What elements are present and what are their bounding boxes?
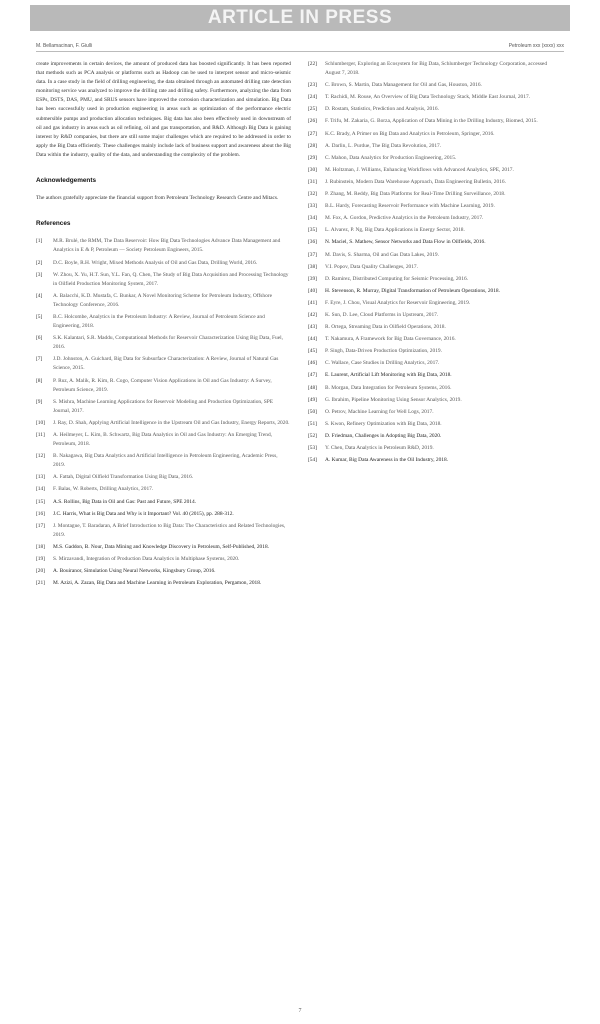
reference-text[interactable]: D. Ramirez, Distributed Computing for Seismic Processing, 2016. (325, 275, 468, 282)
reference-item (308, 178, 563, 187)
reference-item (308, 154, 563, 163)
reference-number: [3] (36, 271, 43, 278)
reference-number: [32] (308, 191, 317, 198)
reference-item (36, 377, 291, 395)
reference-text[interactable]: D. Friedman, Challenges in Adopting Big Data, 2020. (325, 432, 442, 439)
reference-number: [8] (36, 377, 43, 384)
reference-text[interactable]: B. Nakagawa, Big Data Analytics and Artificial Intelligence in Petroleum Engineering, Academic Press, 2019. (53, 453, 278, 469)
reference-text[interactable]: J.C. Harris, What is Big Data and Why is it Important? Vol. 40 (2015), pp. 288-312. (53, 510, 234, 517)
reference-number: [30] (308, 166, 317, 173)
reference-text[interactable]: P. Ruz, A. Malik, R. Kim, R. Cogo, Computer Vision Applications in Oil and Gas Industry: A Survey, Petroleum Science, 2019. (53, 377, 272, 393)
reference-text[interactable]: L. Alvarez, P. Ng, Big Data Applications in Energy Sector, 2018. (325, 227, 465, 234)
reference-item (36, 473, 291, 482)
reference-text[interactable]: T. Nakamura, A Framework for Big Data Governance, 2016. (325, 336, 456, 343)
reference-item (36, 431, 291, 449)
reference-number: [37] (308, 251, 317, 258)
reference-number: [50] (308, 408, 317, 415)
reference-number: [14] (36, 486, 45, 493)
reference-number: [38] (308, 263, 317, 270)
reference-text[interactable]: C. Brown, S. Martin, Data Management for Oil and Gas, Houston, 2016. (325, 82, 482, 89)
reference-number: [49] (308, 396, 317, 403)
reference-item (36, 485, 291, 494)
reference-text[interactable]: C. Mahon, Data Analytics for Production Engineering, 2015. (325, 154, 457, 161)
reference-number: [2] (36, 259, 43, 266)
reference-text[interactable]: J. Rubinstein, Modern Data Warehouse Approach, Data Engineering Bulletin, 2016. (325, 178, 506, 185)
reference-number: [5] (36, 313, 43, 320)
reference-text[interactable]: M. Azizi, A. Zazan, Big Data and Machine Learning in Petroleum Exploration, Pergamon, 2018. (53, 580, 262, 587)
reference-item (308, 311, 563, 320)
reference-number: [11] (36, 432, 45, 438)
reference-text[interactable]: M. Fox, A. Gordon, Predictive Analytics in the Petroleum Industry, 2017. (325, 215, 484, 222)
reference-number: [34] (308, 215, 317, 222)
reference-item (308, 251, 563, 260)
reference-item (36, 237, 291, 255)
reference-text[interactable]: S. Mishra, Machine Learning Applications for Reservoir Modeling and Production Optimization, SPE Journal, 2017. (53, 398, 274, 414)
running-head-journal: Petroleum xxx (xxxx) xxx (508, 43, 564, 49)
header-rule (36, 51, 564, 52)
reference-number: [18] (36, 543, 45, 550)
reference-text[interactable]: J. Montague, T. Baradaran, A Brief Introduction to Big Data: The Characteristics and Related Technologies, 2019. (53, 522, 286, 538)
reference-text[interactable]: P. Singh, Data-Driven Production Optimization, 2019. (325, 348, 442, 355)
reference-number: [36] (308, 239, 317, 246)
reference-text[interactable]: O. Petrov, Machine Learning for Well Logs, 2017. (325, 408, 434, 415)
reference-number: [10] (36, 419, 45, 426)
reference-item (308, 105, 563, 114)
reference-number: [40] (308, 287, 317, 294)
reference-number: [22] (308, 61, 317, 67)
reference-item (308, 408, 563, 417)
reference-number: [27] (308, 130, 317, 137)
reference-item (308, 202, 563, 211)
reference-number: [7] (36, 356, 43, 363)
reference-number: [1] (36, 238, 43, 245)
reference-text[interactable]: C. Wallace, Case Studies in Drilling Analytics, 2017. (325, 360, 440, 367)
reference-number: [24] (308, 94, 317, 101)
reference-number: [51] (308, 420, 317, 427)
reference-item (308, 371, 563, 380)
reference-text[interactable]: N. Maciel, S. Mathew, Sensor Networks and Data Flow in Oilfields, 2016. (325, 239, 486, 246)
reference-item (308, 299, 563, 308)
reference-number: [39] (308, 275, 317, 282)
reference-item (308, 432, 563, 441)
reference-text[interactable]: G. Ibrahim, Pipeline Monitoring Using Sensor Analytics, 2019. (325, 396, 462, 403)
reference-item (36, 522, 291, 540)
reference-text[interactable]: S. Kwon, Refinery Optimization with Big Data, 2018. (325, 420, 442, 427)
reference-text[interactable]: A. Balacchi, K.D. Mustafa, C. Bunkar, A Novel Monitoring Scheme for Petroleum Industry, Offshore Technology Conference, 2016. (53, 292, 272, 308)
reference-number: [4] (36, 292, 43, 299)
reference-item (36, 498, 291, 507)
reference-item (308, 166, 563, 175)
reference-text[interactable]: Schlumberger, Exploring an Ecosystem for Big Data, Schlumberger Technology Corporation, accessed August 7, 2018. (325, 61, 548, 77)
reference-item (308, 444, 563, 453)
page-number: 7 (298, 1008, 302, 1014)
reference-number: [46] (308, 360, 317, 367)
reference-text[interactable]: S.K. Kalantari, S.R. Maddu, Computational Methods for Reservoir Characterization Using Big Data, Fuel, 2016. (53, 335, 283, 351)
reference-item (308, 81, 563, 90)
reference-text[interactable]: Y. Chen, Data Analytics in Petroleum R&D, 2019. (325, 445, 434, 451)
reference-number: [44] (308, 336, 317, 343)
reference-number: [43] (308, 324, 317, 331)
reference-item (36, 510, 291, 519)
reference-text[interactable]: M.S. Gaddon, B. Nour, Data Mining and Knowledge Discovery in Petroleum, Self-Published, 2018. (53, 543, 269, 550)
reference-item (308, 335, 563, 344)
reference-item (36, 334, 291, 352)
reference-item (308, 226, 563, 235)
reference-text[interactable]: A.S. Rollins, Big Data in Oil and Gas: Past and Future, SPE 2014. (53, 498, 197, 505)
reference-number: [15] (36, 498, 45, 505)
reference-text[interactable]: B.L. Hardy, Forecasting Reservoir Performance with Machine Learning, 2019. (325, 203, 495, 210)
reference-item (36, 271, 291, 289)
reference-text[interactable]: M.R. Brulé, the RMM, The Data Reservoir: How Big Data Technologies Advance Data Management and Analytics in E & P, Petroleum — Society Petroleum Engineers, 2015. (53, 238, 281, 254)
reference-text[interactable]: A. Heilmeyer, L. Kim, B. Schwartz, Big Data Analytics in Oil and Gas Industry: An Emerging Trend, Petroleum, 2018. (53, 432, 273, 448)
reference-number: [31] (308, 178, 317, 185)
article-in-press-banner: ARTICLE IN PRESS (30, 5, 570, 31)
reference-item (308, 287, 563, 296)
reference-item (308, 93, 563, 102)
reference-number: [54] (308, 457, 317, 464)
intro-paragraph: create improvements in certain devices, the amount of produced data has boosted significantly. It has been reported that methods such as PCA analysis or platforms such as Hadoop can be used to interpret sensor and micro-seismic data. In a case study in the field of drilling engineering, the data obtained through an automated drilling rate detection monitoring service was analyzed to improve the drilling rate and drilling safety. Furthermore, analyzing the data from ESPs, DSTS, DAS, PMU, and SRUS sensors have improved the corrosion characterization and simulation. Big Data has been successfully used in production engineering in areas such as optimization of the performance electric submersible pumps and production allocation techniques. Big data has also been effectively used in downstream of oil and gas industry in areas such as oil refining, oil and gas transportation, and R&D. Although Big Data is gaining interest by R&D companies, but there are still some major challenges which are required to be addressed in order to apply the Big Data efficiently. These challenges mainly include lack of business support and awareness about the Big Data within the industry, quality of the data, and understanding the complexity of the problem. (36, 61, 291, 158)
reference-item (308, 214, 563, 223)
reference-number: [23] (308, 82, 317, 89)
reference-number: [29] (308, 154, 317, 161)
reference-item (308, 347, 563, 356)
running-head-authors: M. Bellamacinan, F. Giulli (36, 43, 93, 49)
reference-number: [48] (308, 384, 317, 391)
reference-item (308, 420, 563, 429)
reference-item (308, 323, 563, 332)
reference-item (36, 555, 291, 564)
reference-number: [12] (36, 453, 45, 460)
reference-number: [21] (36, 580, 45, 587)
reference-number: [6] (36, 335, 43, 342)
reference-item (308, 60, 563, 78)
reference-text[interactable]: H. Stevenson, R. Murray, Digital Transformation of Petroleum Operations, 2018. (325, 287, 500, 294)
reference-text[interactable]: F. Trifu, M. Zakaria, G. Borza, Application of Data Mining in the Drilling Industry, Biomed, 2015. (325, 118, 538, 125)
reference-list-left (36, 237, 291, 588)
reference-item (308, 359, 563, 368)
reference-number: [25] (308, 106, 317, 113)
reference-item (308, 117, 563, 126)
reference-text[interactable]: M. Holtzman, J. Williams, Enhancing Workflows with Advanced Analytics, SPE, 2017. (325, 166, 514, 173)
reference-item (308, 142, 563, 151)
reference-item (308, 238, 563, 247)
reference-text[interactable]: A. Bouiranor, Simulation Using Neural Networks, Kingsbury Group, 2016. (53, 568, 216, 575)
reference-number: [28] (308, 142, 317, 149)
reference-item (36, 398, 291, 416)
right-column (308, 60, 563, 468)
reference-text[interactable]: B. Morgan, Data Integration for Petroleum Systems, 2016. (325, 384, 452, 391)
reference-list-right (308, 60, 563, 465)
reference-item (36, 259, 291, 268)
reference-number: [13] (36, 474, 45, 481)
reference-number: [52] (308, 432, 317, 439)
reference-number: [20] (36, 568, 45, 575)
reference-text[interactable]: D. Rostam, Statistics, Prediction and Analysis, 2016. (325, 106, 439, 113)
reference-item (308, 396, 563, 405)
acknowledgements-heading: Acknowledgements (36, 177, 97, 185)
reference-text[interactable]: V.I. Popov, Data Quality Challenges, 2017. (325, 263, 418, 270)
reference-text[interactable]: M. Davis, S. Sharma, Oil and Gas Data Lakes, 2019. (325, 251, 439, 258)
reference-item (36, 313, 291, 331)
acknowledgements-text: The authors gratefully appreciate the financial support from Petroleum Technology Research Centre and Mitacs. (36, 195, 279, 202)
reference-number: [16] (36, 510, 45, 517)
reference-item (308, 190, 563, 199)
reference-item (36, 355, 291, 373)
reference-number: [47] (308, 372, 317, 379)
reference-text[interactable]: A. Kumar, Big Data Awareness in the Oil Industry, 2018. (325, 457, 449, 464)
reference-item (308, 384, 563, 393)
reference-item (36, 452, 291, 470)
reference-item (36, 543, 291, 552)
reference-text[interactable]: A. Darlin, L. Purdue, The Big Data Revolution, 2017. (325, 142, 442, 149)
reference-text[interactable]: P. Zhang, M. Reddy, Big Data Platforms for Real-Time Drilling Surveillance, 2018. (325, 191, 506, 198)
reference-item (36, 419, 291, 428)
reference-number: [33] (308, 203, 317, 210)
reference-item (36, 292, 291, 310)
reference-item (308, 275, 563, 284)
left-column (36, 60, 291, 591)
reference-text[interactable]: F. Balas, W. Roberts, Drilling Analytics, 2017. (53, 486, 154, 493)
reference-item (308, 130, 563, 139)
reference-number: [19] (36, 556, 45, 563)
reference-text[interactable]: T. Rachidi, M. Rouse, An Overview of Big Data Technology Stack, Middle East Journal, 2017. (325, 94, 530, 101)
reference-number: [26] (308, 118, 317, 125)
reference-text[interactable]: A. Fattah, Digital Oilfield Transformation Using Big Data, 2016. (53, 474, 194, 481)
reference-text[interactable]: J. Ray, D. Shah, Applying Artificial Intelligence in the Upstream Oil and Gas Industry, Energy Reports, 2020. (53, 419, 290, 426)
reference-number: [35] (308, 227, 317, 234)
reference-text[interactable]: R. Ortega, Streaming Data in Oilfield Operations, 2018. (325, 324, 446, 331)
reference-text[interactable]: W. Zhou, X. Yu, H.T. Sun, Y.L. Fan, Q. Chen, The Study of Big Data Acquisition and Processing Technology in Oilfield Production Monitoring System, 2017. (53, 271, 289, 287)
reference-text[interactable]: K. Sun, D. Lee, Cloud Platforms in Upstream, 2017. (325, 311, 439, 318)
reference-number: [9] (36, 398, 43, 405)
reference-number: [42] (308, 311, 317, 318)
reference-text[interactable]: D.C. Boyle, R.H. Wright, Mixed Methods Analysis of Oil and Gas Data, Drilling World, 2016. (53, 259, 258, 266)
reference-text[interactable]: F. Eyre, J. Chou, Visual Analytics for Reservoir Engineering, 2019. (325, 299, 471, 306)
reference-number: [17] (36, 522, 45, 529)
references-heading: References (36, 220, 71, 228)
reference-text[interactable]: J.D. Johnston, A. Guichard, Big Data for Subsurface Characterization: A Review, Journal of Natural Gas Science, 2015. (53, 356, 279, 372)
reference-item (36, 579, 291, 588)
reference-text[interactable]: B.C. Holcombe, Analytics in the Petroleum Industry: A Review, Journal of Petroleum Science and Engineering, 2018. (53, 313, 265, 330)
reference-item (308, 263, 563, 272)
reference-item (308, 456, 563, 465)
reference-text[interactable]: S. Mirzavandi, Integration of Production Data Analytics in Multiphase Systems, 2020. (53, 556, 240, 563)
reference-number: [53] (308, 445, 317, 451)
reference-text[interactable]: E. Laurent, Artificial Lift Monitoring with Big Data, 2018. (325, 372, 452, 379)
reference-number: [45] (308, 348, 317, 355)
reference-text[interactable]: K.C. Brady, A Primer on Big Data and Analytics in Petroleum, Springer, 2016. (325, 130, 495, 137)
reference-item (36, 567, 291, 576)
reference-number: [41] (308, 299, 317, 306)
